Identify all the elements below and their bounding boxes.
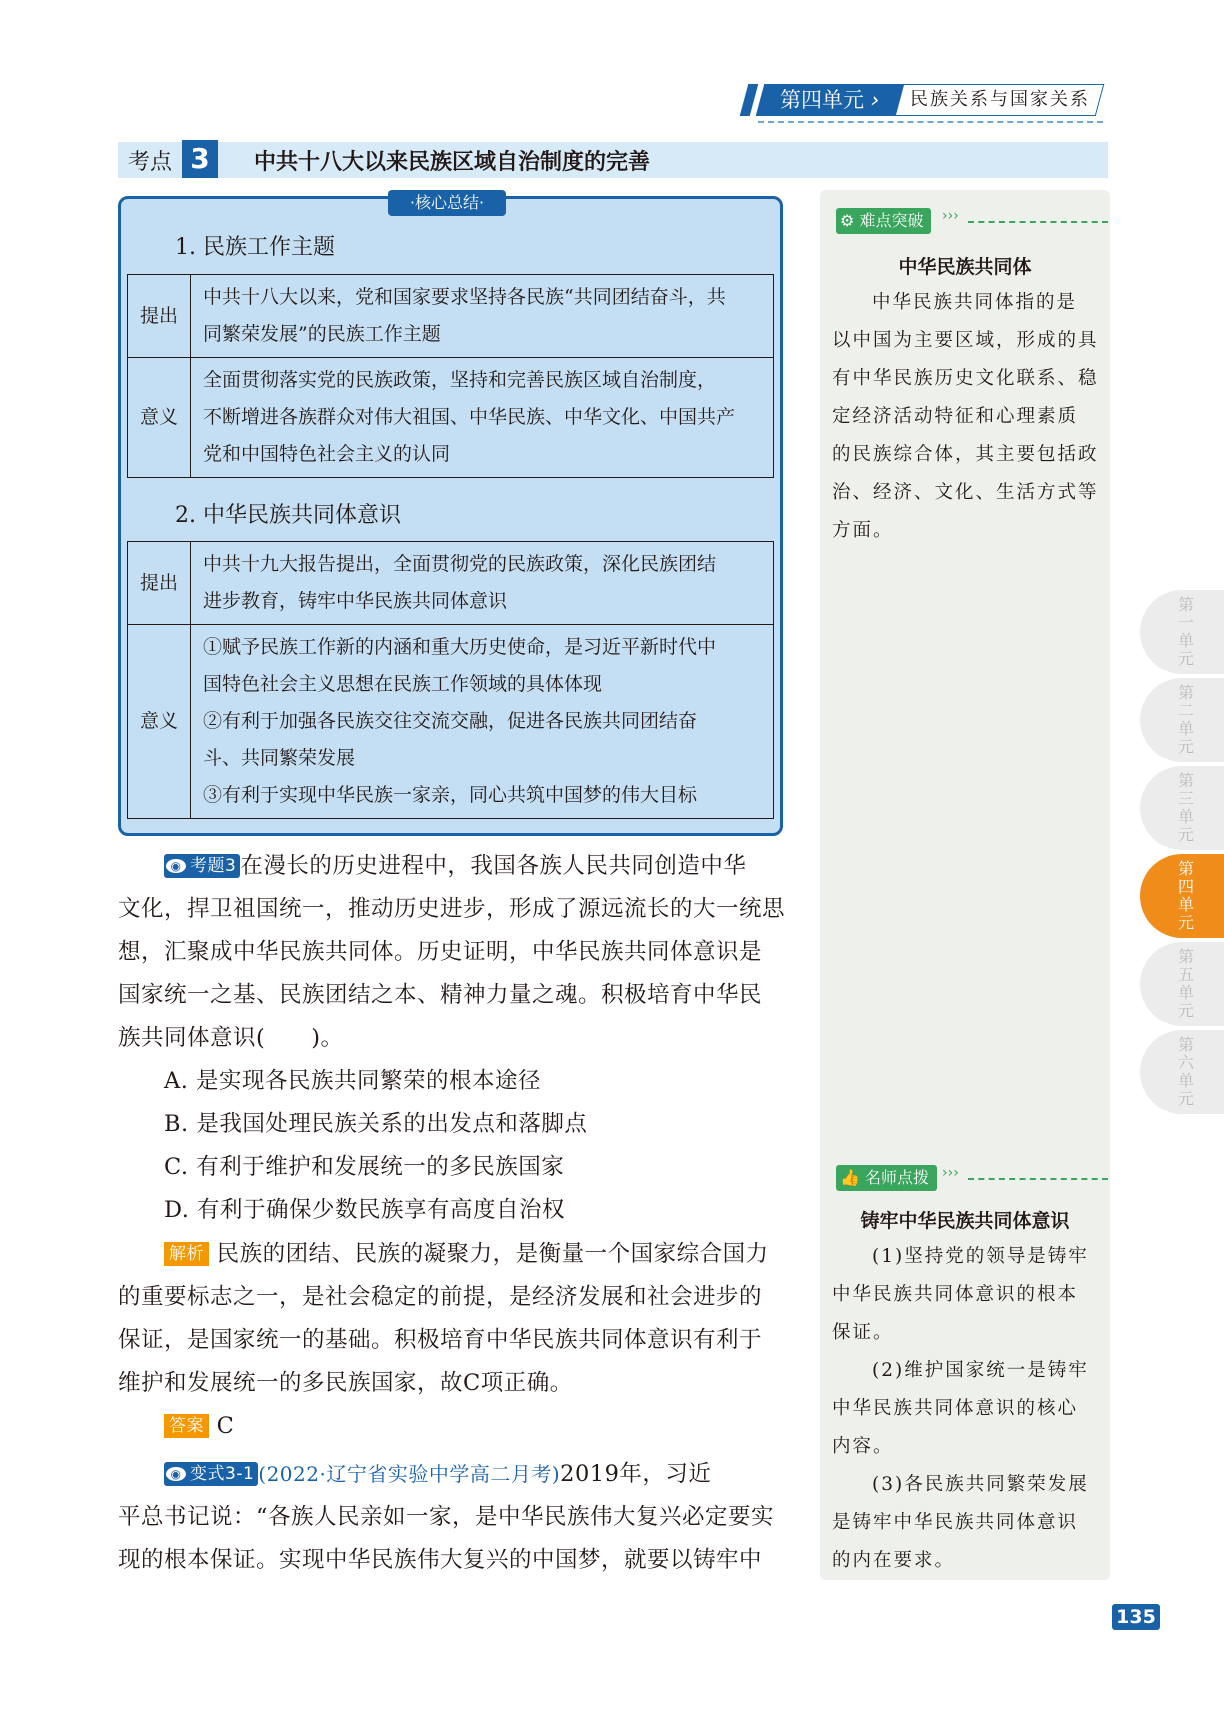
row-value: 全面贯彻落实党的民族政策，坚持和完善民族区域自治制度， 不断增进各族群众对伟大祖国、中华民族、中华文化、中国共产 党和中国特色社会主义的认同 [191, 358, 774, 478]
tips-title: 铸牢中华民族共同体意识 [860, 1210, 1070, 1232]
options [164, 1060, 784, 1232]
difficulty-text: 中华民族共同体指的是 以中国为主要区域，形成的具 有中华民族历史文化联系、稳 定经济活动特征和心理素质 的民族综合体，其主要包括政 治、经济、文化、生活方式等 方面。 [832, 292, 1099, 541]
unit-badge: 第四单元 › [756, 84, 905, 116]
analysis: 解析 民族的团结、民族的凝聚力，是衡量一个国家综合国力 的重要标志之一，是社会稳定的前提，是经济发展和社会进步的 保证，是国家统一的基础。积极培育中华民族共同体意识有利于 维护和发展统一的多民族国家，故C项正确。 [118, 1241, 769, 1396]
topic-label: 考点 [128, 150, 173, 175]
row-value: ①赋予民族工作新的内涵和重大历史使命，是习近平新时代中 国特色社会主义思想在民族工作领域的具体体现 ②有利于加强各民族交往交流交融，促进各民族共同团结奋 斗、共同繁荣发展 ③有利于实现中华民族一家亲，同心共筑中国梦的伟大目标 [191, 625, 774, 819]
topic-number: 3 [182, 140, 218, 178]
question-body: ◉ 考题3 在漫长的历史进程中，我国各族人民共同创造中华 文化，捍卫祖国统一，推动历史进步，形成了源远流长的大一统思 想，汇聚成中华民族共同体。历史证明，中华民族共同体意识是 国家统一之基、民族团结之本、精神力量之魂。积极培育中华民 族共同体意识( )。 [118, 853, 786, 1051]
tab-unit-5[interactable]: 第五单元 [1140, 942, 1224, 1026]
topic-title: 中共十八大以来民族区域自治制度的完善 [254, 150, 651, 175]
arrows-icon: ››› [942, 1165, 959, 1181]
option-c[interactable]: C. 有利于维护和发展统一的多民族国家 [164, 1154, 565, 1180]
arrows-icon: ››› [942, 208, 959, 224]
question-tag: ◉ 考题3 [164, 854, 240, 878]
row-key: 意义 [128, 358, 191, 478]
header-divider [758, 121, 1103, 123]
option-b[interactable]: B. 是我国处理民族关系的出发点和落脚点 [164, 1111, 588, 1137]
table-row [128, 275, 774, 358]
row-key: 提出 [128, 542, 191, 625]
section-title: 2. 中华民族共同体意识 [175, 503, 401, 528]
tab-unit-3[interactable]: 第三单元 [1140, 766, 1224, 850]
row-key: 意义 [128, 625, 191, 819]
variant-tag: ◉ 变式3-1 [164, 1462, 258, 1486]
table-row [128, 542, 774, 625]
analysis-tag: 解析 [164, 1242, 209, 1266]
gear-icon: ⚙ [840, 211, 855, 230]
tips-tag: 👍 名师点拨 [836, 1165, 937, 1191]
table-row [128, 358, 774, 478]
header-stripe [740, 84, 759, 116]
tab-unit-6[interactable]: 第六单元 [1140, 1030, 1224, 1114]
tab-unit-2[interactable]: 第二单元 [1140, 678, 1224, 762]
eye-icon: ◉ [166, 859, 186, 873]
section-title: 1. 民族工作主题 [175, 235, 335, 260]
eye-icon: ◉ [166, 1467, 186, 1481]
answer-value: C [216, 1413, 235, 1439]
tab-unit-1[interactable]: 第一单元 [1140, 590, 1224, 674]
difficulty-title: 中华民族共同体 [898, 256, 1032, 278]
core-summary-tag: ·核心总结· [388, 190, 506, 216]
thumbs-up-icon: 👍 [840, 1168, 860, 1187]
answer [164, 1405, 234, 1448]
tab-unit-4[interactable]: 第四单元 [1140, 854, 1224, 938]
side-divider [968, 221, 1108, 223]
row-value: 中共十八大以来，党和国家要求坚持各民族“共同团结奋斗，共 同繁荣发展”的民族工作主题 [191, 275, 774, 358]
summary-table [127, 541, 774, 819]
summary-table [127, 274, 774, 478]
row-value: 中共十九大报告提出，全面贯彻党的民族政策，深化民族团结 进步教育，铸牢中华民族共同体意识 [191, 542, 774, 625]
side-divider [968, 1178, 1108, 1180]
answer-tag: 答案 [164, 1414, 209, 1438]
page-number: 135 [1112, 1604, 1160, 1630]
table-row [128, 625, 774, 819]
option-d[interactable]: D. 有利于确保少数民族享有高度自治权 [164, 1197, 566, 1223]
difficulty-tag: ⚙ 难点突破 [836, 208, 931, 234]
unit-subtitle: 民族关系与国家关系 [896, 84, 1105, 116]
option-a[interactable]: A. 是实现各民族共同繁荣的根本途径 [164, 1068, 542, 1094]
variant-question: ◉ 变式3-1 (2022·辽宁省实验中学高二月考)2019年，习近 平总书记说：“各族人民亲如一家，是中华民族伟大复兴必定要实 现的根本保证。实现中华民族伟大复兴的中国梦，就要以铸牢中 [118, 1461, 775, 1573]
variant-source: (2022·辽宁省实验中学高二月考) [258, 1462, 561, 1486]
row-key: 提出 [128, 275, 191, 358]
tips-text: (1)坚持党的领导是铸牢 中华民族共同体意识的根本 保证。 (2)维护国家统一是铸牢 中华民族共同体意识的核心 内容。 (3)各民族共同繁荣发展 是铸牢中华民族共同体意识 的内在要求。 [832, 1246, 1089, 1571]
